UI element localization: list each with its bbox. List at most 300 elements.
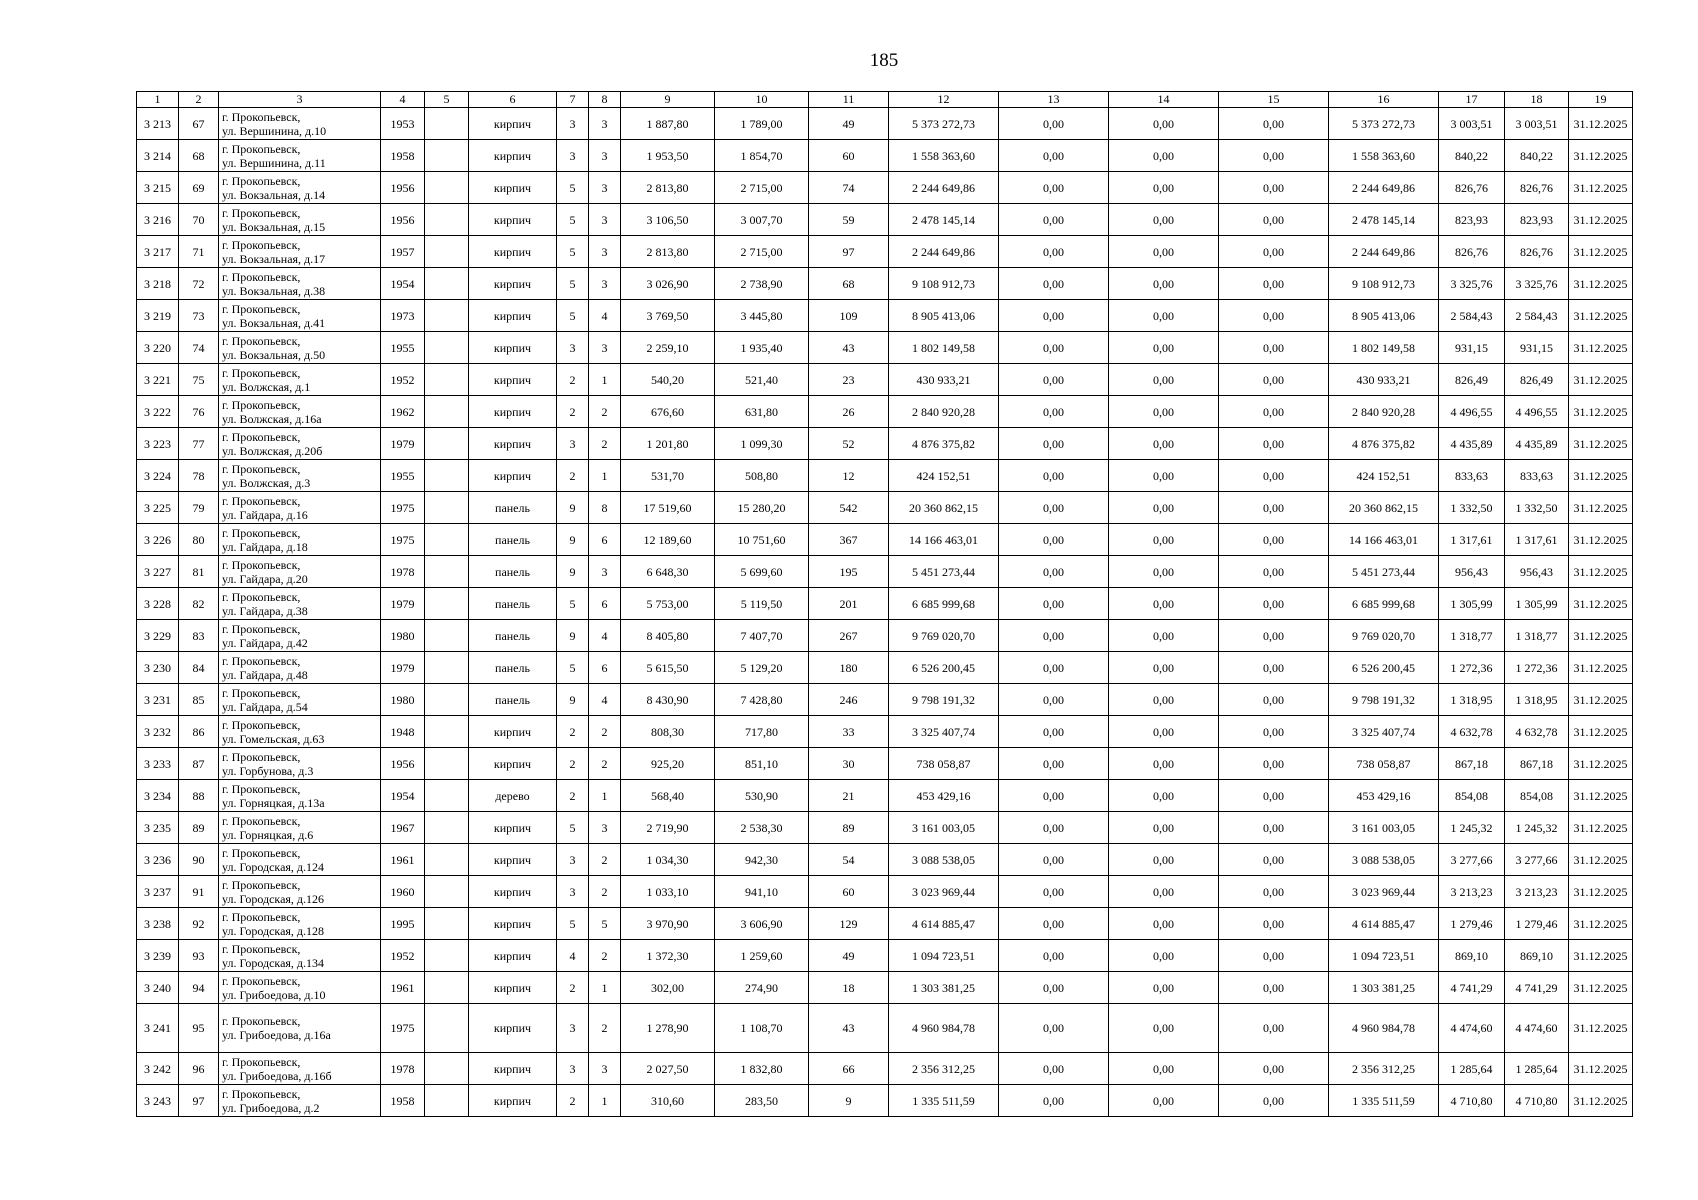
table-row bbox=[137, 940, 1633, 972]
residents-count: 246 bbox=[809, 684, 889, 716]
total-cost: 6 685 999,68 bbox=[889, 588, 999, 620]
registry-number: 3 229 bbox=[137, 620, 179, 652]
completion-date: 31.12.2025 bbox=[1569, 780, 1633, 812]
entrances-count: 6 bbox=[589, 524, 621, 556]
completion-date: 31.12.2025 bbox=[1569, 652, 1633, 684]
table-row bbox=[137, 972, 1633, 1004]
residents-count: 26 bbox=[809, 396, 889, 428]
living-area: 530,90 bbox=[715, 780, 809, 812]
address-street: ул. Городская, д.126 bbox=[222, 891, 325, 906]
funding-column-15: 0,00 bbox=[1219, 428, 1329, 460]
funding-column-14: 0,00 bbox=[1109, 556, 1219, 588]
completion-date: 31.12.2025 bbox=[1569, 492, 1633, 524]
table-row bbox=[137, 844, 1633, 876]
column-5-value bbox=[425, 812, 469, 844]
owners-funds: 1 558 363,60 bbox=[1329, 140, 1439, 172]
wall-material: кирпич bbox=[469, 940, 557, 972]
funding-column-15: 0,00 bbox=[1219, 812, 1329, 844]
entrances-count: 3 bbox=[589, 172, 621, 204]
registry-number: 3 226 bbox=[137, 524, 179, 556]
table-row bbox=[137, 620, 1633, 652]
entrances-count: 4 bbox=[589, 684, 621, 716]
cost-per-sqm: 3 003,51 bbox=[1439, 108, 1505, 140]
registry-number: 3 233 bbox=[137, 748, 179, 780]
owners-funds: 6 685 999,68 bbox=[1329, 588, 1439, 620]
year-built: 1979 bbox=[381, 652, 425, 684]
address-street: ул. Городская, д.128 bbox=[222, 923, 325, 938]
year-built: 1954 bbox=[381, 780, 425, 812]
owners-funds: 1 094 723,51 bbox=[1329, 940, 1439, 972]
total-area: 3 026,90 bbox=[621, 268, 715, 300]
year-built: 1958 bbox=[381, 140, 425, 172]
max-cost-per-sqm: 1 285,64 bbox=[1505, 1053, 1569, 1085]
column-5-value bbox=[425, 108, 469, 140]
completion-date: 31.12.2025 bbox=[1569, 364, 1633, 396]
funding-column-13: 0,00 bbox=[999, 652, 1109, 684]
completion-date: 31.12.2025 bbox=[1569, 108, 1633, 140]
residents-count: 30 bbox=[809, 748, 889, 780]
address bbox=[219, 268, 381, 300]
max-cost-per-sqm: 1 245,32 bbox=[1505, 812, 1569, 844]
column-5-value bbox=[425, 364, 469, 396]
column-5-value bbox=[425, 396, 469, 428]
funding-column-13: 0,00 bbox=[999, 972, 1109, 1004]
floors-count: 2 bbox=[557, 780, 589, 812]
table-row bbox=[137, 204, 1633, 236]
funding-column-14: 0,00 bbox=[1109, 108, 1219, 140]
address-street: ул. Грибоедова, д.16б bbox=[222, 1068, 332, 1083]
total-area: 8 405,80 bbox=[621, 620, 715, 652]
funding-column-15: 0,00 bbox=[1219, 748, 1329, 780]
year-built: 1961 bbox=[381, 972, 425, 1004]
total-area: 1 034,30 bbox=[621, 844, 715, 876]
registry-number: 3 237 bbox=[137, 876, 179, 908]
address-street: ул. Грибоедова, д.10 bbox=[222, 987, 326, 1002]
max-cost-per-sqm: 826,49 bbox=[1505, 364, 1569, 396]
living-area: 5 129,20 bbox=[715, 652, 809, 684]
max-cost-per-sqm: 1 272,36 bbox=[1505, 652, 1569, 684]
year-built: 1980 bbox=[381, 620, 425, 652]
total-cost: 1 303 381,25 bbox=[889, 972, 999, 1004]
address-street: ул. Гайдара, д.54 bbox=[222, 699, 308, 714]
cost-per-sqm: 3 213,23 bbox=[1439, 876, 1505, 908]
funding-column-13: 0,00 bbox=[999, 492, 1109, 524]
total-cost: 3 325 407,74 bbox=[889, 716, 999, 748]
total-cost: 2 244 649,86 bbox=[889, 172, 999, 204]
living-area: 5 119,50 bbox=[715, 588, 809, 620]
table-row bbox=[137, 748, 1633, 780]
residents-count: 52 bbox=[809, 428, 889, 460]
year-built: 1960 bbox=[381, 876, 425, 908]
floors-count: 5 bbox=[557, 908, 589, 940]
wall-material: панель bbox=[469, 620, 557, 652]
wall-material: кирпич bbox=[469, 396, 557, 428]
total-cost: 1 802 149,58 bbox=[889, 332, 999, 364]
max-cost-per-sqm: 4 435,89 bbox=[1505, 428, 1569, 460]
column-number: 19 bbox=[1569, 92, 1633, 108]
column-number: 17 bbox=[1439, 92, 1505, 108]
residents-count: 195 bbox=[809, 556, 889, 588]
cost-per-sqm: 4 632,78 bbox=[1439, 716, 1505, 748]
max-cost-per-sqm: 2 584,43 bbox=[1505, 300, 1569, 332]
table-row bbox=[137, 332, 1633, 364]
residents-count: 267 bbox=[809, 620, 889, 652]
year-built: 1978 bbox=[381, 1053, 425, 1085]
registry-number: 3 230 bbox=[137, 652, 179, 684]
funding-column-14: 0,00 bbox=[1109, 236, 1219, 268]
entrances-count: 2 bbox=[589, 844, 621, 876]
total-area: 302,00 bbox=[621, 972, 715, 1004]
total-cost: 3 088 538,05 bbox=[889, 844, 999, 876]
funding-column-15: 0,00 bbox=[1219, 492, 1329, 524]
funding-column-13: 0,00 bbox=[999, 588, 1109, 620]
wall-material: кирпич bbox=[469, 428, 557, 460]
entrances-count: 3 bbox=[589, 332, 621, 364]
table-row bbox=[137, 780, 1633, 812]
registry-number: 3 241 bbox=[137, 1004, 179, 1053]
floors-count: 9 bbox=[557, 620, 589, 652]
column-number: 12 bbox=[889, 92, 999, 108]
row-index: 69 bbox=[179, 172, 219, 204]
table-row bbox=[137, 492, 1633, 524]
table-row bbox=[137, 460, 1633, 492]
owners-funds: 1 802 149,58 bbox=[1329, 332, 1439, 364]
column-number: 18 bbox=[1505, 92, 1569, 108]
funding-column-14: 0,00 bbox=[1109, 524, 1219, 556]
funding-column-13: 0,00 bbox=[999, 940, 1109, 972]
wall-material: кирпич bbox=[469, 108, 557, 140]
max-cost-per-sqm: 840,22 bbox=[1505, 140, 1569, 172]
residents-count: 23 bbox=[809, 364, 889, 396]
cost-per-sqm: 1 279,46 bbox=[1439, 908, 1505, 940]
year-built: 1948 bbox=[381, 716, 425, 748]
column-5-value bbox=[425, 428, 469, 460]
funding-column-13: 0,00 bbox=[999, 1004, 1109, 1053]
funding-column-14: 0,00 bbox=[1109, 1004, 1219, 1053]
year-built: 1956 bbox=[381, 172, 425, 204]
address-city: г. Прокопьевск, bbox=[222, 1054, 301, 1069]
table-row bbox=[137, 684, 1633, 716]
funding-column-14: 0,00 bbox=[1109, 940, 1219, 972]
address-city: г. Прокопьевск, bbox=[222, 877, 301, 892]
address bbox=[219, 300, 381, 332]
floors-count: 2 bbox=[557, 364, 589, 396]
max-cost-per-sqm: 867,18 bbox=[1505, 748, 1569, 780]
wall-material: кирпич bbox=[469, 908, 557, 940]
column-number: 14 bbox=[1109, 92, 1219, 108]
funding-column-14: 0,00 bbox=[1109, 140, 1219, 172]
row-index: 73 bbox=[179, 300, 219, 332]
floors-count: 9 bbox=[557, 556, 589, 588]
floors-count: 3 bbox=[557, 108, 589, 140]
table-row bbox=[137, 108, 1633, 140]
living-area: 942,30 bbox=[715, 844, 809, 876]
year-built: 1967 bbox=[381, 812, 425, 844]
funding-column-14: 0,00 bbox=[1109, 332, 1219, 364]
funding-column-14: 0,00 bbox=[1109, 172, 1219, 204]
funding-column-13: 0,00 bbox=[999, 716, 1109, 748]
total-area: 568,40 bbox=[621, 780, 715, 812]
address-city: г. Прокопьевск, bbox=[222, 461, 301, 476]
address-street: ул. Вокзальная, д.15 bbox=[222, 219, 326, 234]
completion-date: 31.12.2025 bbox=[1569, 236, 1633, 268]
year-built: 1979 bbox=[381, 588, 425, 620]
column-5-value bbox=[425, 556, 469, 588]
funding-column-13: 0,00 bbox=[999, 684, 1109, 716]
funding-column-15: 0,00 bbox=[1219, 268, 1329, 300]
residents-count: 66 bbox=[809, 1053, 889, 1085]
completion-date: 31.12.2025 bbox=[1569, 140, 1633, 172]
completion-date: 31.12.2025 bbox=[1569, 460, 1633, 492]
owners-funds: 4 614 885,47 bbox=[1329, 908, 1439, 940]
total-area: 1 887,80 bbox=[621, 108, 715, 140]
owners-funds: 4 960 984,78 bbox=[1329, 1004, 1439, 1053]
housing-register-table bbox=[136, 91, 1633, 1117]
year-built: 1958 bbox=[381, 1085, 425, 1117]
column-5-value bbox=[425, 204, 469, 236]
completion-date: 31.12.2025 bbox=[1569, 972, 1633, 1004]
living-area: 717,80 bbox=[715, 716, 809, 748]
living-area: 3 007,70 bbox=[715, 204, 809, 236]
wall-material: кирпич bbox=[469, 172, 557, 204]
row-index: 82 bbox=[179, 588, 219, 620]
floors-count: 3 bbox=[557, 332, 589, 364]
residents-count: 60 bbox=[809, 876, 889, 908]
entrances-count: 2 bbox=[589, 716, 621, 748]
column-5-value bbox=[425, 1085, 469, 1117]
max-cost-per-sqm: 3 325,76 bbox=[1505, 268, 1569, 300]
max-cost-per-sqm: 956,43 bbox=[1505, 556, 1569, 588]
address-city: г. Прокопьевск, bbox=[222, 205, 301, 220]
address-city: г. Прокопьевск, bbox=[222, 301, 301, 316]
address-street: ул. Гайдара, д.18 bbox=[222, 539, 308, 554]
funding-column-13: 0,00 bbox=[999, 1053, 1109, 1085]
living-area: 7 407,70 bbox=[715, 620, 809, 652]
owners-funds: 2 840 920,28 bbox=[1329, 396, 1439, 428]
max-cost-per-sqm: 3 277,66 bbox=[1505, 844, 1569, 876]
living-area: 851,10 bbox=[715, 748, 809, 780]
registry-number: 3 221 bbox=[137, 364, 179, 396]
registry-number: 3 242 bbox=[137, 1053, 179, 1085]
entrances-count: 4 bbox=[589, 620, 621, 652]
address-city: г. Прокопьевск, bbox=[222, 493, 301, 508]
address bbox=[219, 140, 381, 172]
total-cost: 1 335 511,59 bbox=[889, 1085, 999, 1117]
year-built: 1975 bbox=[381, 524, 425, 556]
year-built: 1957 bbox=[381, 236, 425, 268]
floors-count: 3 bbox=[557, 1004, 589, 1053]
address bbox=[219, 236, 381, 268]
row-index: 81 bbox=[179, 556, 219, 588]
wall-material: панель bbox=[469, 684, 557, 716]
address bbox=[219, 524, 381, 556]
total-area: 310,60 bbox=[621, 1085, 715, 1117]
total-area: 5 753,00 bbox=[621, 588, 715, 620]
residents-count: 89 bbox=[809, 812, 889, 844]
address bbox=[219, 460, 381, 492]
column-5-value bbox=[425, 684, 469, 716]
funding-column-13: 0,00 bbox=[999, 204, 1109, 236]
registry-number: 3 236 bbox=[137, 844, 179, 876]
completion-date: 31.12.2025 bbox=[1569, 684, 1633, 716]
total-cost: 738 058,87 bbox=[889, 748, 999, 780]
total-area: 2 259,10 bbox=[621, 332, 715, 364]
owners-funds: 3 325 407,74 bbox=[1329, 716, 1439, 748]
funding-column-15: 0,00 bbox=[1219, 140, 1329, 172]
total-area: 531,70 bbox=[621, 460, 715, 492]
living-area: 3 445,80 bbox=[715, 300, 809, 332]
wall-material: кирпич bbox=[469, 972, 557, 1004]
funding-column-13: 0,00 bbox=[999, 556, 1109, 588]
column-5-value bbox=[425, 268, 469, 300]
living-area: 1 108,70 bbox=[715, 1004, 809, 1053]
funding-column-15: 0,00 bbox=[1219, 1004, 1329, 1053]
total-area: 1 953,50 bbox=[621, 140, 715, 172]
column-number: 6 bbox=[469, 92, 557, 108]
total-cost: 2 244 649,86 bbox=[889, 236, 999, 268]
address-street: ул. Вокзальная, д.14 bbox=[222, 187, 326, 202]
row-index: 93 bbox=[179, 940, 219, 972]
row-index: 90 bbox=[179, 844, 219, 876]
living-area: 274,90 bbox=[715, 972, 809, 1004]
table-row bbox=[137, 1004, 1633, 1053]
address-city: г. Прокопьевск, bbox=[222, 685, 301, 700]
max-cost-per-sqm: 823,93 bbox=[1505, 204, 1569, 236]
funding-column-14: 0,00 bbox=[1109, 460, 1219, 492]
address bbox=[219, 844, 381, 876]
address-city: г. Прокопьевск, bbox=[222, 973, 301, 988]
table-row bbox=[137, 556, 1633, 588]
max-cost-per-sqm: 854,08 bbox=[1505, 780, 1569, 812]
funding-column-14: 0,00 bbox=[1109, 1085, 1219, 1117]
column-number: 8 bbox=[589, 92, 621, 108]
table-row bbox=[137, 1053, 1633, 1085]
cost-per-sqm: 1 272,36 bbox=[1439, 652, 1505, 684]
row-index: 96 bbox=[179, 1053, 219, 1085]
address-street: ул. Волжская, д.3 bbox=[222, 475, 311, 490]
living-area: 1 789,00 bbox=[715, 108, 809, 140]
column-5-value bbox=[425, 716, 469, 748]
registry-number: 3 224 bbox=[137, 460, 179, 492]
funding-column-15: 0,00 bbox=[1219, 940, 1329, 972]
row-index: 92 bbox=[179, 908, 219, 940]
funding-column-14: 0,00 bbox=[1109, 204, 1219, 236]
cost-per-sqm: 1 332,50 bbox=[1439, 492, 1505, 524]
floors-count: 5 bbox=[557, 268, 589, 300]
total-area: 8 430,90 bbox=[621, 684, 715, 716]
max-cost-per-sqm: 826,76 bbox=[1505, 236, 1569, 268]
total-cost: 453 429,16 bbox=[889, 780, 999, 812]
funding-column-14: 0,00 bbox=[1109, 908, 1219, 940]
owners-funds: 738 058,87 bbox=[1329, 748, 1439, 780]
table-row bbox=[137, 364, 1633, 396]
funding-column-14: 0,00 bbox=[1109, 716, 1219, 748]
total-cost: 1 558 363,60 bbox=[889, 140, 999, 172]
funding-column-15: 0,00 bbox=[1219, 652, 1329, 684]
funding-column-13: 0,00 bbox=[999, 396, 1109, 428]
wall-material: кирпич bbox=[469, 140, 557, 172]
total-cost: 430 933,21 bbox=[889, 364, 999, 396]
floors-count: 9 bbox=[557, 492, 589, 524]
funding-column-14: 0,00 bbox=[1109, 748, 1219, 780]
funding-column-15: 0,00 bbox=[1219, 588, 1329, 620]
cost-per-sqm: 931,15 bbox=[1439, 332, 1505, 364]
total-cost: 1 094 723,51 bbox=[889, 940, 999, 972]
year-built: 1979 bbox=[381, 428, 425, 460]
owners-funds: 2 244 649,86 bbox=[1329, 236, 1439, 268]
completion-date: 31.12.2025 bbox=[1569, 716, 1633, 748]
funding-column-14: 0,00 bbox=[1109, 588, 1219, 620]
column-5-value bbox=[425, 620, 469, 652]
entrances-count: 3 bbox=[589, 812, 621, 844]
registry-number: 3 238 bbox=[137, 908, 179, 940]
address-street: ул. Вокзальная, д.38 bbox=[222, 283, 326, 298]
address bbox=[219, 172, 381, 204]
address-city: г. Прокопьевск, bbox=[222, 333, 301, 348]
registry-number: 3 227 bbox=[137, 556, 179, 588]
address bbox=[219, 364, 381, 396]
completion-date: 31.12.2025 bbox=[1569, 1053, 1633, 1085]
residents-count: 542 bbox=[809, 492, 889, 524]
completion-date: 31.12.2025 bbox=[1569, 332, 1633, 364]
year-built: 1955 bbox=[381, 460, 425, 492]
year-built: 1955 bbox=[381, 332, 425, 364]
funding-column-15: 0,00 bbox=[1219, 364, 1329, 396]
column-number: 11 bbox=[809, 92, 889, 108]
floors-count: 5 bbox=[557, 236, 589, 268]
entrances-count: 3 bbox=[589, 108, 621, 140]
column-number-row bbox=[137, 92, 1633, 108]
registry-number: 3 214 bbox=[137, 140, 179, 172]
residents-count: 21 bbox=[809, 780, 889, 812]
address bbox=[219, 972, 381, 1004]
living-area: 2 715,00 bbox=[715, 236, 809, 268]
owners-funds: 3 023 969,44 bbox=[1329, 876, 1439, 908]
total-area: 3 769,50 bbox=[621, 300, 715, 332]
address-city: г. Прокопьевск, bbox=[222, 749, 301, 764]
registry-number: 3 222 bbox=[137, 396, 179, 428]
funding-column-14: 0,00 bbox=[1109, 876, 1219, 908]
cost-per-sqm: 4 435,89 bbox=[1439, 428, 1505, 460]
registry-number: 3 220 bbox=[137, 332, 179, 364]
address-street: ул. Волжская, д.1 bbox=[222, 379, 311, 394]
registry-number: 3 215 bbox=[137, 172, 179, 204]
cost-per-sqm: 1 318,77 bbox=[1439, 620, 1505, 652]
funding-column-14: 0,00 bbox=[1109, 492, 1219, 524]
row-index: 71 bbox=[179, 236, 219, 268]
owners-funds: 3 161 003,05 bbox=[1329, 812, 1439, 844]
entrances-count: 2 bbox=[589, 940, 621, 972]
total-area: 3 106,50 bbox=[621, 204, 715, 236]
funding-column-13: 0,00 bbox=[999, 268, 1109, 300]
cost-per-sqm: 4 710,80 bbox=[1439, 1085, 1505, 1117]
wall-material: кирпич bbox=[469, 268, 557, 300]
entrances-count: 3 bbox=[589, 1053, 621, 1085]
wall-material: панель bbox=[469, 588, 557, 620]
year-built: 1953 bbox=[381, 108, 425, 140]
entrances-count: 5 bbox=[589, 908, 621, 940]
funding-column-13: 0,00 bbox=[999, 812, 1109, 844]
total-cost: 424 152,51 bbox=[889, 460, 999, 492]
cost-per-sqm: 3 277,66 bbox=[1439, 844, 1505, 876]
address bbox=[219, 1085, 381, 1117]
floors-count: 3 bbox=[557, 140, 589, 172]
total-area: 2 813,80 bbox=[621, 172, 715, 204]
residents-count: 12 bbox=[809, 460, 889, 492]
year-built: 1956 bbox=[381, 204, 425, 236]
total-area: 540,20 bbox=[621, 364, 715, 396]
funding-column-13: 0,00 bbox=[999, 876, 1109, 908]
